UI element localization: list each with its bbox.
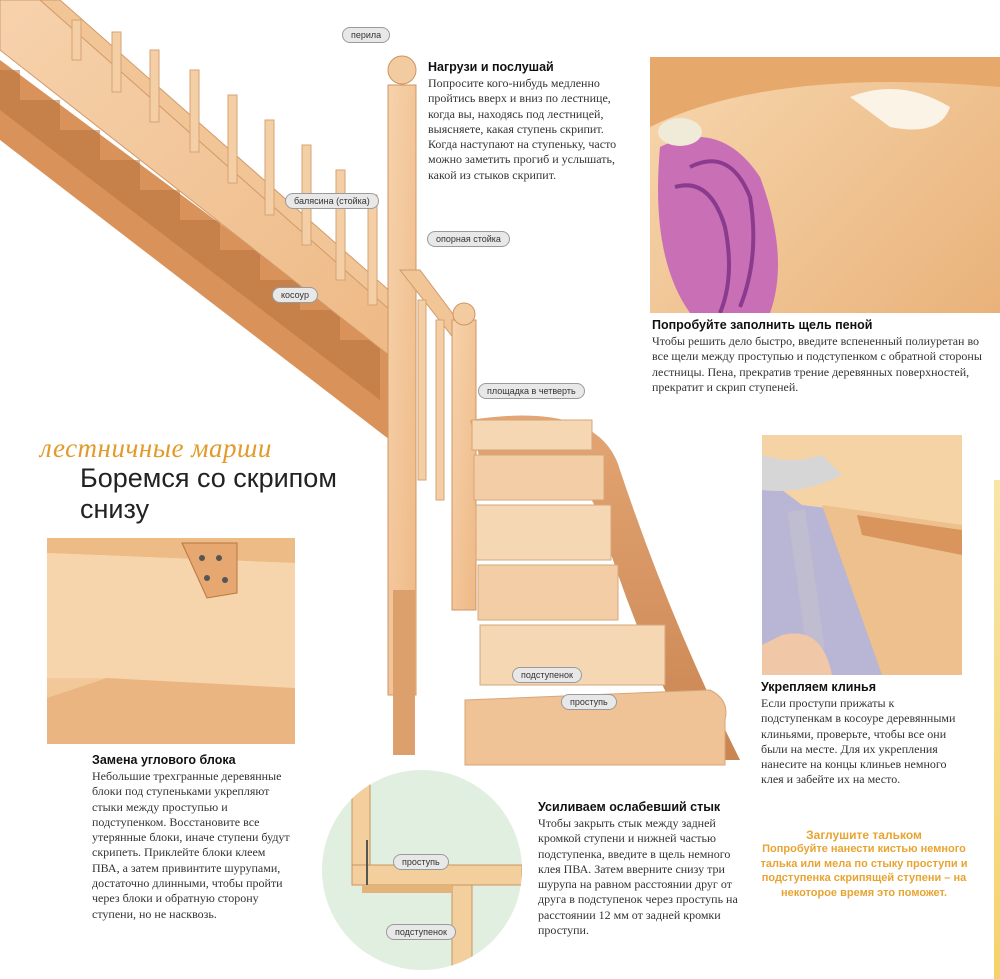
label-newel: опорная стойка [427,231,510,247]
label-stringer: косоур [272,287,318,303]
tip-heading: Заглушите тальком [806,828,922,842]
label-railing: перила [342,27,390,43]
label-baluster: балясина (стойка) [285,193,379,209]
photo-wedges [762,435,962,675]
block-wedges-text: Если проступи прижаты к подступенкам в косоуре деревянными клиньями, проверьте, чтобы все они были на месте. Для их укрепления нанесите на концы клиньев немного клея и забейте их на место. [761,696,956,787]
diagram-label-riser: подступенок [386,924,456,940]
label-landing: площадка в четверть [478,383,585,399]
joint-diagram [322,770,522,970]
tip-text: Попробуйте нанести кистью немного талька или мела по стыку проступи и подступенка скрипящей ступени – на некоторое время это поможет. [760,843,968,899]
block-listen [428,60,633,183]
block-corner-text: Небольшие трехгранные деревянные блоки под ступеньками укрепляют стыки между проступью и подступенком. Восстановите все утерянные блоки, иначе ступени будут скрипеть. Приклейте блоки клеем ПВА, а затем привинтите шурупами, достаточно длинными, чтобы пройти через блоки и обратную сторону ступени, но не насквозь. [92,769,290,921]
block-foam-text: Чтобы решить дело быстро, введите вспененный полиуретан во все щели между проступью и подступенком с обратной стороны лестницы. Пена, прекратив трение деревянных поверхностей, прекратит и скрип ступеней. [652,334,982,394]
page-title [80,463,337,525]
photo-corner-block-drawing [47,538,295,744]
photo-corner-block [47,538,295,744]
page-edge-strip [994,480,1000,979]
block-wedges [761,680,966,788]
block-corner [92,753,292,922]
block-joint-heading: Усиливаем ослабевший стык [538,800,721,814]
photo-foam [650,57,1000,313]
block-foam [652,318,992,395]
block-listen-text: Попросите кого-нибудь медленно пройтись вверх и вниз по лестнице, когда вы, находясь под лестницей, выясняете, какая ступень скрипит. Когда наступают на ступеньку, часто можно заметить прогиб и услышать, какой из стыков скрипит. [428,76,617,182]
block-corner-heading: Замена углового блока [92,753,236,767]
section-tag: лестничные марши [40,433,272,463]
photo-foam-drawing [650,57,1000,313]
block-foam-heading: Попробуйте заполнить щель пеной [652,318,873,332]
diagram-label-tread: проступь [393,854,449,870]
tip-box [757,828,971,900]
photo-wedges-drawing [762,435,962,675]
block-joint [538,800,743,938]
block-listen-heading: Нагрузи и послушай [428,60,554,74]
block-joint-text: Чтобы закрыть стык между задней кромкой ступени и нижней частью подступенка, введите в щель немного клея ПВА. Затем вверните снизу три шурупа на равном расстоянии друг от друга в подступенок через проступь на расстоянии 12 мм от задней кромки проступи. [538,816,738,938]
joint-diagram-drawing [322,770,522,970]
page-title-line2: снизу [80,494,150,524]
label-tread: проступь [561,694,617,710]
label-riser: подступенок [512,667,582,683]
page-title-line1: Боремся со скрипом [80,463,337,493]
block-wedges-heading: Укрепляем клинья [761,680,876,694]
